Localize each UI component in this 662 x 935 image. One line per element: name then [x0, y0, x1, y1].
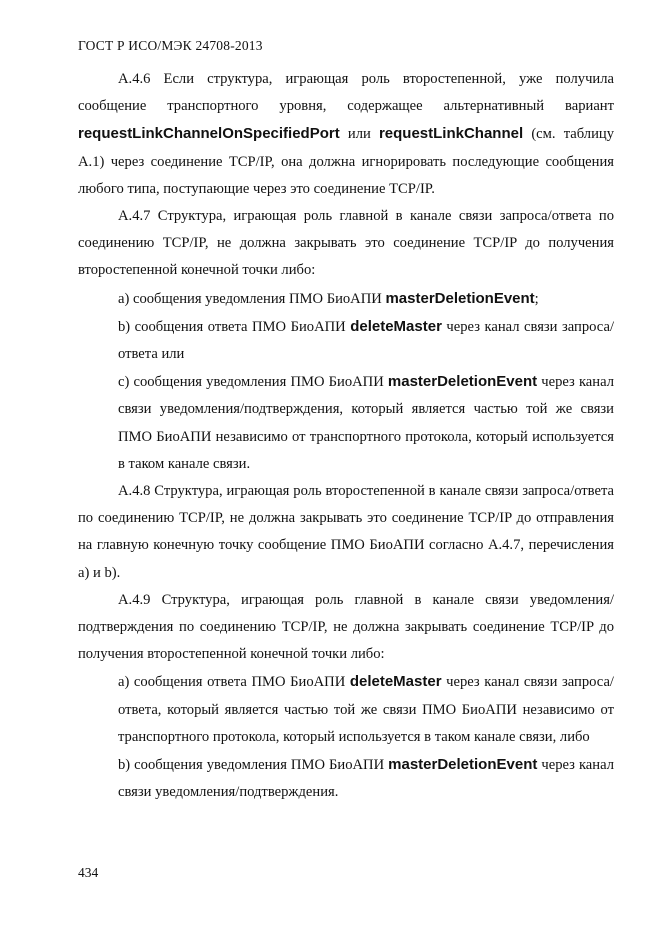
- document-body: [78, 66, 614, 806]
- list-item-b: b) сообщения ответа ПМО БиоАПИ deleteMaster через канал связи запроса/ответа или: [118, 317, 614, 363]
- code-term: masterDeletionEvent: [385, 289, 535, 307]
- page-number: 434: [78, 865, 99, 880]
- page-header: ГОСТ Р ИСО/МЭК 24708-2013: [78, 38, 263, 53]
- code-term: masterDeletionEvent: [387, 373, 538, 391]
- list-item-c: с) сообщения уведомления ПМО БиоАПИ masterDeletionEvent через канал связи уведомления/подтверждения, который является частью той же связи ПМО БиоАПИ независимо от транспортного протокола, который используется в таком канале связи.: [118, 373, 614, 472]
- code-term: masterDeletionEvent: [388, 756, 538, 774]
- list-item-a: а) сообщения ответа ПМО БиоАПИ deleteMaster через канал связи запроса/ответа, который является частью той же связи ПМО БиоАПИ независимо от транспортного протокола, который используется в таком канале связи, либо: [118, 673, 614, 745]
- code-term: requestLinkChannelOnSpecifiedPort: [78, 125, 340, 143]
- paragraph-a-4-9: А.4.9 Структура, играющая роль главной в канале связи уведомления/подтверждения по соединению TCP/IP, не должна закрывать соединение TCP/IP до получения второстепенной конечной точки либо:: [78, 591, 614, 663]
- paragraph-a-4-7: А.4.7 Структура, играющая роль главной в канале связи запроса/ответа по соединению TCP/IP, не должна закрывать это соединение TCP/IP до получения второстепенной конечной точки либо:: [78, 208, 614, 279]
- code-term: deleteMaster: [349, 673, 442, 691]
- list-item-a: а) сообщения уведомления ПМО БиоАПИ masterDeletionEvent;: [118, 289, 539, 307]
- code-term: requestLinkChannel: [378, 125, 524, 143]
- list-item-b: b) сообщения уведомления ПМО БиоАПИ masterDeletionEvent через канал связи уведомления/подтверждения.: [118, 756, 614, 801]
- paragraph-a-4-8: А.4.8 Структура, играющая роль второстепенной в канале связи запроса/ответа по соединению TCP/IP, не должна закрывать это соединение TCP/IP до отправления на главную конечную точку сообщение ПМО БиоАПИ согласно А.4.7, перечисления а) и b).: [78, 483, 614, 581]
- code-term: deleteMaster: [350, 317, 442, 335]
- paragraph-a-4-6: А.4.6 Если структура, играющая роль второстепенной, уже получила сообщение транспортного уровня, содержащее альтернативный вариант requestLinkChannelOnSpecifiedPort или requestLinkChannel (см. таблицу А.1) через соединение TCP/IP, она должна игнорировать последующие сообщения любого типа, поступающие через это соединение TCP/IP.: [78, 71, 614, 197]
